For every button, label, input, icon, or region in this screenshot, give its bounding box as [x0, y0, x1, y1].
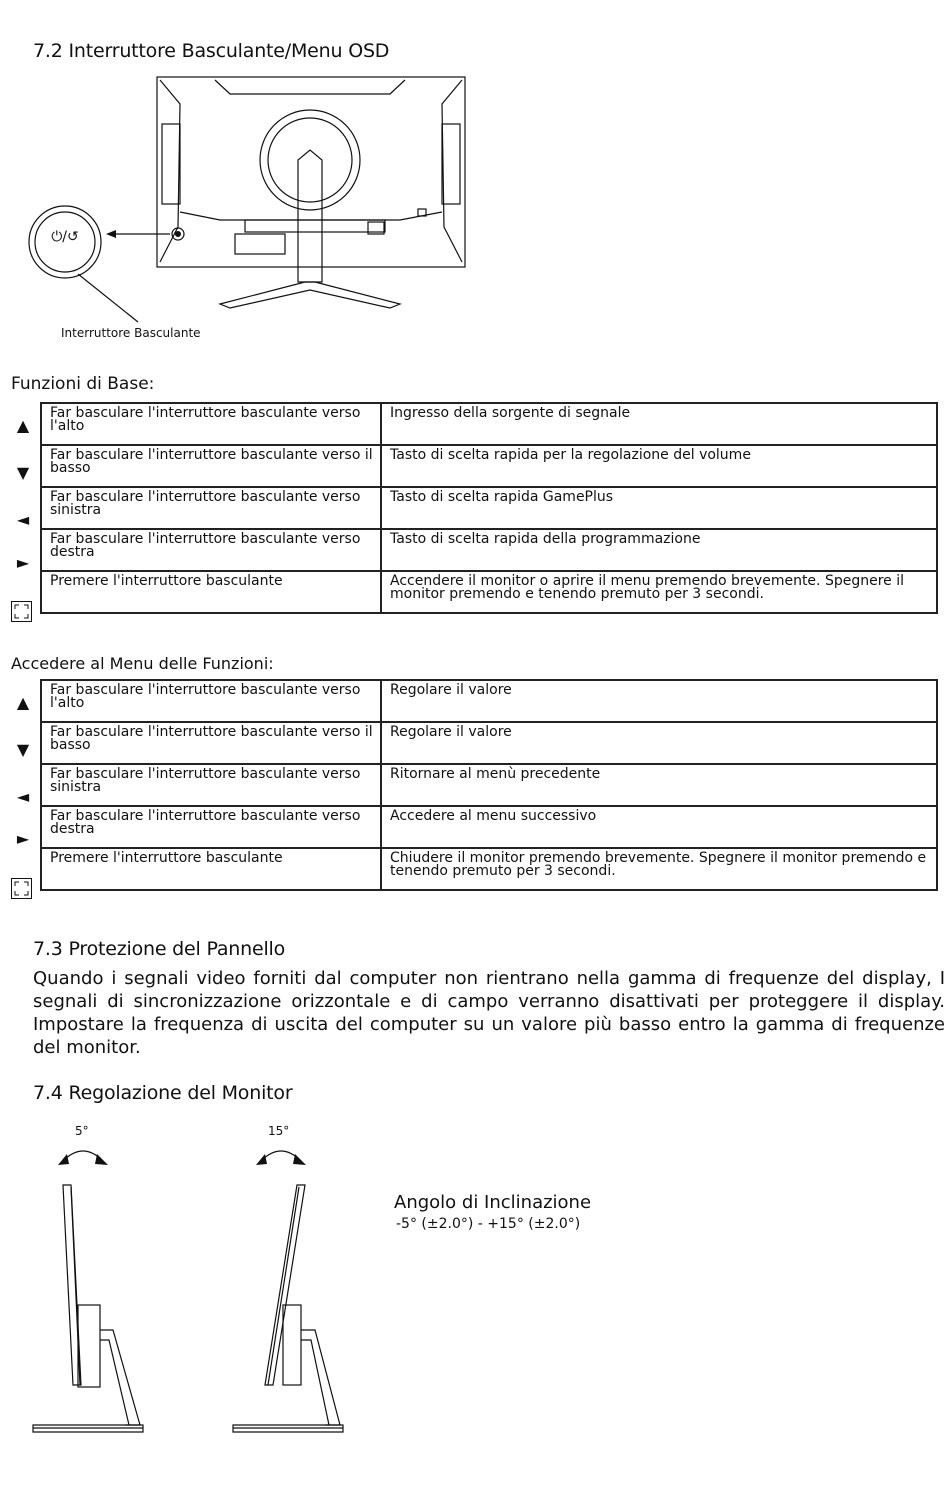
table-row — [41, 445, 937, 487]
function-cell: Ritornare al menù precedente — [381, 764, 937, 806]
right-arrow-icon: ► — [16, 553, 30, 572]
table-row — [41, 806, 937, 848]
action-cell: Far basculare l'interruttore basculante verso l'alto — [41, 680, 381, 722]
basic-functions-table — [40, 402, 938, 614]
tilt-angle-title: Angolo di Inclinazione — [394, 1192, 592, 1213]
table-row — [41, 403, 937, 445]
action-cell: Far basculare l'interruttore basculante verso l'alto — [41, 403, 381, 445]
section-7-3-title: 7.3 Protezione del Pannello — [33, 938, 286, 960]
power-toggle-icon: ⏻/↺ — [51, 229, 79, 245]
action-cell: Far basculare l'interruttore basculante verso il basso — [41, 722, 381, 764]
action-cell: Far basculare l'interruttore basculante verso destra — [41, 529, 381, 571]
menu-functions-title: Accedere al Menu delle Funzioni: — [11, 654, 274, 673]
tilt-angle-range: -5° (±2.0°) - +15° (±2.0°) — [396, 1216, 581, 1232]
action-cell: Premere l'interruttore basculante — [41, 571, 381, 613]
action-cell: Premere l'interruttore basculante — [41, 848, 381, 890]
down-arrow-icon: ▼ — [16, 740, 30, 759]
down-arrow-icon: ▼ — [16, 463, 30, 482]
panel-protection-text: Quando i segnali video forniti dal computer non rientrano nella gamma di frequenze del display, I segnali di sincronizzazione orizzontale e di campo verranno disattivati per proteggere il display. Impostare la frequenza di uscita del computer su un valore più basso entro la gamma di frequenze del monitor. — [33, 968, 945, 1058]
function-cell: Chiudere il monitor premendo brevemente. Spegnere il monitor premendo e tenendo premuto per 3 secondi. — [381, 848, 937, 890]
section-7-4-title: 7.4 Regolazione del Monitor — [33, 1082, 293, 1104]
left-arrow-icon: ◄ — [16, 510, 30, 529]
table-row — [41, 487, 937, 529]
press-center-icon — [11, 878, 32, 899]
left-arrow-icon: ◄ — [16, 787, 30, 806]
function-cell: Ingresso della sorgente di segnale — [381, 403, 937, 445]
rocker-switch-label: Interruttore Basculante — [61, 326, 201, 340]
menu-functions-table — [40, 679, 938, 891]
action-cell: Far basculare l'interruttore basculante verso il basso — [41, 445, 381, 487]
action-cell: Far basculare l'interruttore basculante verso destra — [41, 806, 381, 848]
right-arrow-icon: ► — [16, 829, 30, 848]
function-cell: Accendere il monitor o aprire il menu premendo brevemente. Spegnere il monitor premendo e tenendo premuto per 3 secondi. — [381, 571, 937, 613]
function-cell: Tasto di scelta rapida GamePlus — [381, 487, 937, 529]
table-row — [41, 571, 937, 613]
up-arrow-icon: ▲ — [16, 693, 30, 712]
action-cell: Far basculare l'interruttore basculante verso sinistra — [41, 764, 381, 806]
function-cell: Tasto di scelta rapida della programmazione — [381, 529, 937, 571]
table-row — [41, 848, 937, 890]
monitor-back-diagram — [20, 72, 480, 342]
table-row — [41, 722, 937, 764]
function-cell: Tasto di scelta rapida per la regolazione del volume — [381, 445, 937, 487]
action-cell: Far basculare l'interruttore basculante verso sinistra — [41, 487, 381, 529]
tilt-back-label: 15° — [268, 1124, 290, 1138]
tilt-forward-label: 5° — [75, 1124, 89, 1138]
function-cell: Regolare il valore — [381, 722, 937, 764]
basic-functions-title: Funzioni di Base: — [11, 374, 155, 394]
table-row — [41, 529, 937, 571]
section-7-2-title: 7.2 Interruttore Basculante/Menu OSD — [33, 40, 390, 62]
table-row — [41, 764, 937, 806]
function-cell: Regolare il valore — [381, 680, 937, 722]
function-cell: Accedere al menu successivo — [381, 806, 937, 848]
press-center-icon — [11, 601, 32, 622]
up-arrow-icon: ▲ — [16, 416, 30, 435]
tilt-diagram — [25, 1135, 355, 1445]
table-row — [41, 680, 937, 722]
